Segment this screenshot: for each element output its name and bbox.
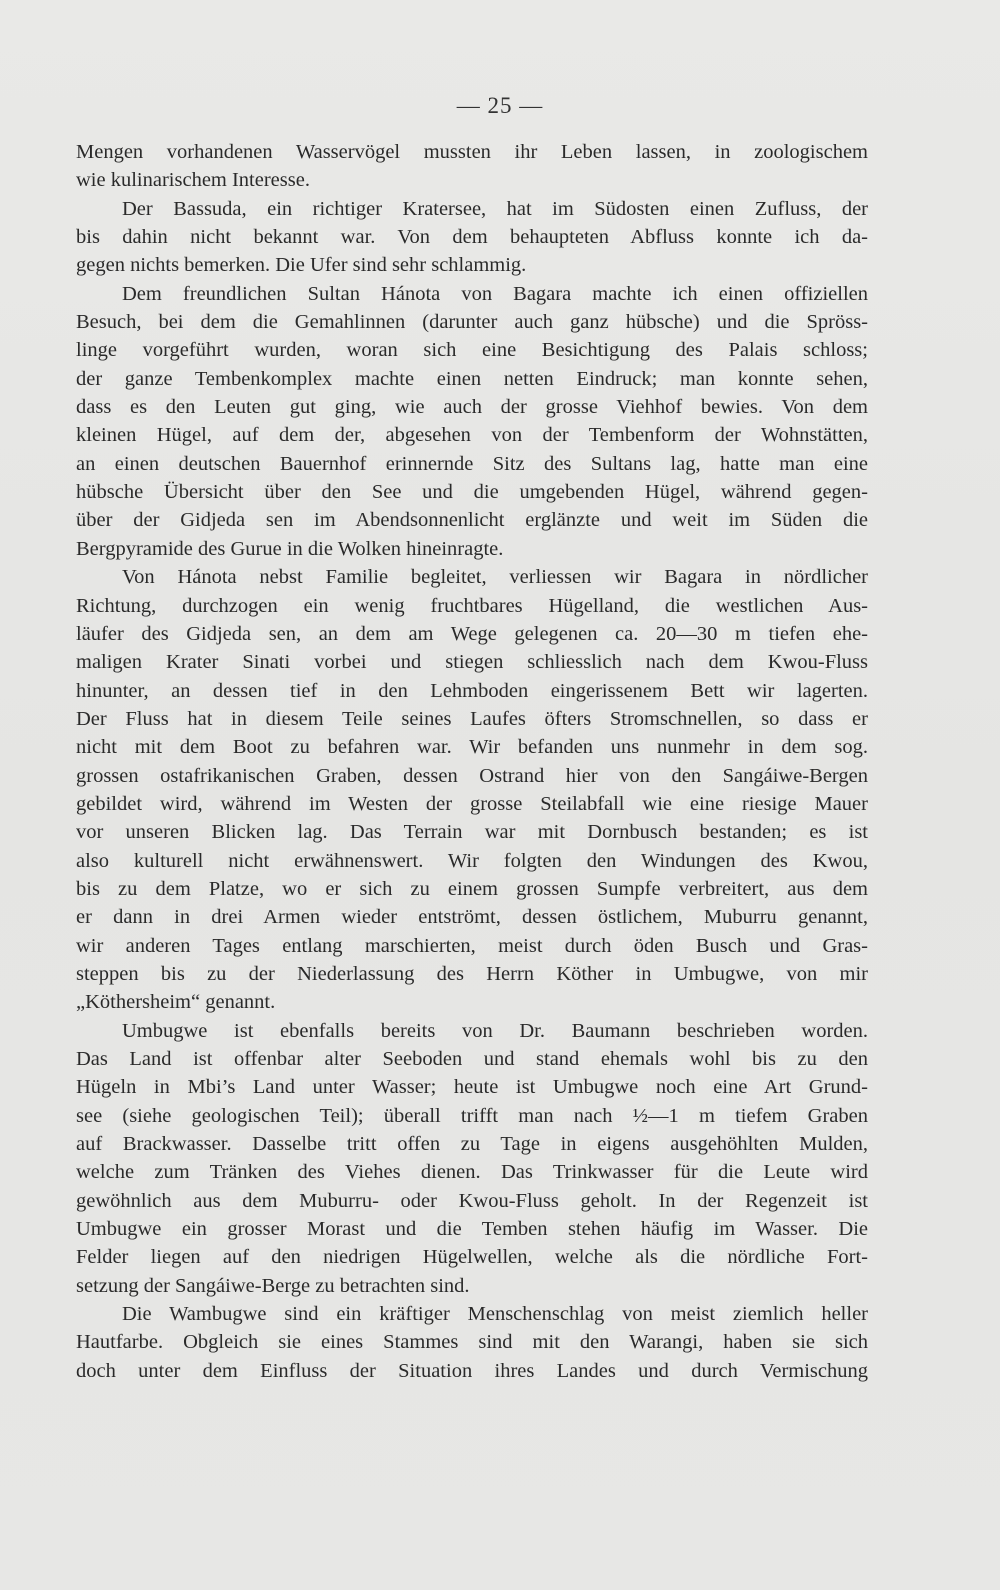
text-line: er dann in drei Armen wieder entströmt, dessen östlichem, Muburru genannt, (76, 906, 868, 929)
text-line: gegen nichts bemerken. Die Ufer sind sehr schlammig. (76, 254, 527, 277)
text-line: maligen Krater Sinati vorbei und stiegen schliesslich nach dem Kwou-Fluss (76, 651, 868, 674)
text-line: gewöhnlich aus dem Muburru- oder Kwou-Fluss geholt. In der Regenzeit ist (76, 1189, 868, 1212)
text-line: Von Hánota nebst Familie begleitet, verliessen wir Bagara in nördlicher (122, 566, 868, 589)
paragraph (76, 280, 868, 563)
paragraph (76, 138, 868, 195)
text-line: an einen deutschen Bauernhof erinnernde Sitz des Sultans lag, hatte man eine (76, 452, 868, 475)
paragraph (76, 563, 868, 1017)
text-line: also kulturell nicht erwähnenswert. Wir folgten den Windungen des Kwou, (76, 849, 868, 872)
text-line: auf Brackwasser. Dasselbe tritt offen zu Tage in eigens ausgehöhlten Mulden, (76, 1133, 868, 1156)
text-line: Richtung, durchzogen ein wenig fruchtbares Hügelland, die westlichen Aus- (76, 594, 868, 617)
text-line: Hügeln in Mbi’s Land unter Wasser; heute ist Umbugwe noch eine Art Grund- (76, 1076, 868, 1099)
text-line: über der Gidjeda sen im Abendsonnenlicht erglänzte und weit im Süden die (76, 509, 868, 532)
page-number: — 25 — (456, 93, 544, 118)
text-line: hinunter, an dessen tief in den Lehmboden eingerissenem Bett wir lagerten. (76, 679, 868, 702)
text-line: vor unseren Blicken lag. Das Terrain war mit Dornbusch bestanden; es ist (76, 821, 868, 844)
text-line: grossen ostafrikanischen Graben, dessen Ostrand hier von den Sangáiwe-Bergen (76, 764, 868, 787)
text-line: linge vorgeführt wurden, woran sich eine Besichtigung des Palais schloss; (76, 339, 868, 362)
text-line: Bergpyramide des Gurue in die Wolken hineinragte. (76, 537, 504, 560)
text-line: Besuch, bei dem die Gemahlinnen (darunter auch ganz hübsche) und die Spröss- (76, 311, 868, 334)
body-text (76, 138, 868, 1385)
text-line: bis zu dem Platze, wo er sich zu einem grossen Sumpfe verbreitert, aus dem (76, 877, 868, 900)
text-line: Mengen vorhandenen Wasservögel mussten ihr Leben lassen, in zoologischem (76, 141, 868, 163)
paragraph (76, 1017, 868, 1300)
text-line: Felder liegen auf den niedrigen Hügelwellen, welche als die nördliche Fort- (76, 1246, 868, 1269)
text-line: der ganze Tembenkomplex machte einen netten Eindruck; man konnte sehen, (76, 367, 868, 390)
paragraph (76, 195, 868, 280)
text-line: wir anderen Tages entlang marschierten, meist durch öden Busch und Gras- (76, 934, 868, 957)
text-line: wie kulinarischem Interesse. (76, 169, 310, 192)
text-line: läufer des Gidjeda sen, an dem am Wege gelegenen ca. 20—30 m tiefen ehe- (76, 622, 868, 645)
text-line: nicht mit dem Boot zu befahren war. Wir befanden uns nunmehr in dem sog. (76, 736, 868, 759)
text-line: bis dahin nicht bekannt war. Von dem behaupteten Abfluss konnte ich da- (76, 226, 868, 249)
text-line: Das Land ist offenbar alter Seeboden und stand ehemals wohl bis zu den (76, 1048, 868, 1070)
text-line: hübsche Übersicht über den See und die umgebenden Hügel, während gegen- (76, 481, 868, 504)
text-line: Die Wambugwe sind ein kräftiger Menschenschlag von meist ziemlich heller (122, 1303, 868, 1326)
text-line: doch unter dem Einfluss der Situation ihres Landes und durch Vermischung (76, 1359, 868, 1382)
text-line: setzung der Sangáiwe-Berge zu betrachten sind. (76, 1274, 470, 1297)
text-line: dass es den Leuten gut ging, wie auch der grosse Viehhof bewies. Von dem (76, 396, 868, 419)
text-line: gebildet wird, während im Westen der grosse Steilabfall wie eine riesige Mauer (76, 792, 868, 815)
text-line: Dem freundlichen Sultan Hánota von Bagara machte ich einen offiziellen (122, 282, 868, 305)
text-line: Umbugwe ein grosser Morast und die Temben stehen häufig im Wasser. Die (76, 1218, 868, 1241)
text-line: Umbugwe ist ebenfalls bereits von Dr. Baumann beschrieben worden. (122, 1019, 868, 1042)
text-line: kleinen Hügel, auf dem der, abgesehen von der Tembenform der Wohnstätten, (76, 424, 868, 447)
paragraph (76, 1300, 868, 1385)
text-line: see (siehe geologischen Teil); überall trifft man nach ½—1 m tiefem Graben (76, 1104, 868, 1127)
text-line: Der Bassuda, ein richtiger Kratersee, hat im Südosten einen Zufluss, der (122, 197, 868, 220)
text-line: steppen bis zu der Niederlassung des Herrn Köther in Umbugwe, von mir (76, 962, 868, 985)
text-line: Hautfarbe. Obgleich sie eines Stammes sind mit den Warangi, haben sie sich (76, 1331, 868, 1354)
text-line: welche zum Tränken des Viehes dienen. Das Trinkwasser für die Leute wird (76, 1161, 868, 1184)
text-line: „Köthersheim“ genannt. (76, 991, 276, 1014)
text-line: Der Fluss hat in diesem Teile seines Laufes öfters Stromschnellen, so dass er (76, 707, 868, 730)
